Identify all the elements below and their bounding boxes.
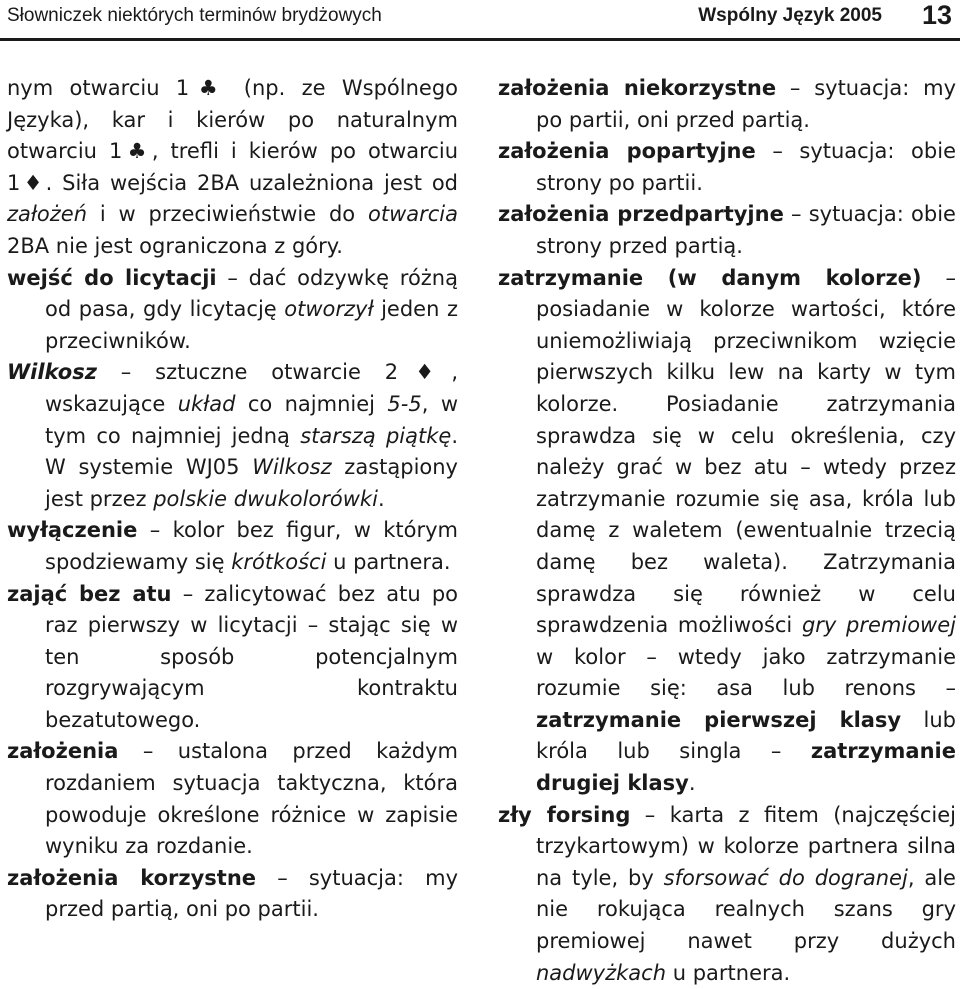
page-number: 13 xyxy=(921,0,952,30)
running-title: Słowniczek niektórych terminów brydżowych xyxy=(7,5,382,26)
entry-wylaczenie: wyłączenie – kolor bez figur, w którym spodziewamy się krótkości u partnera. xyxy=(7,518,458,574)
entry-zalozenia-popartyjne: założenia popartyjne – sytuacja: obie strony po partii. xyxy=(498,139,956,195)
entry-zalozenia-niekorzystne: założenia niekorzystne – sytuacja: my po partii, oni przed partią. xyxy=(498,76,957,132)
entry-zajac-bez-atu: zająć bez atu – zalicytować bez atu po raz pierwszy w licytacji – stając się w ten sposób potencjalnym rozgrywającym kontraktu bezatutowego. xyxy=(7,581,458,732)
right-column xyxy=(498,73,956,989)
diamond-icon: ♦ xyxy=(398,360,452,385)
entry-zly-forsing: zły forsing – karta z fitem (najczęściej trzykartowym) w kolorze partnera silna na tyle, by sforsować do dogranej, ale nie rokująca realnych szans gry premiowej nawet przy dużych nadwyżkach u partnera. xyxy=(498,802,957,985)
entry-term: wyłączenie xyxy=(7,518,138,543)
club-icon: ♣ xyxy=(189,76,228,100)
entry-term: zająć bez atu xyxy=(7,581,172,606)
entry-wilkosz: Wilkosz – sztuczne otwarcie 2♦, wskazujące układ co najmniej 5-5, w tym co najmniej jedną starszą piątkę. W systemie WJ05 Wilkosz zastąpiony jest przez polskie dwukolorówki. xyxy=(7,360,458,511)
entry-zatrzymanie: zatrzymanie (w danym kolorze) – posiadanie w kolorze wartości, które uniemożliwiają przeciwnikom wzięcie pierwszych kilku lew na karty w tym kolorze. Posiadanie zatrzymania sprawdza się w celu określenia, czy należy grać w bez atu – wtedy przez zatrzymanie rozumie się asa, króla lub damę z waletem (ewentualnie trzecią damę bez waleta). Zatrzymania sprawdza się również w celu sprawdzenia możliwości gry premiowej w kolor – wtedy jako zatrzymanie rozumie się: asa lub renons – zatrzymanie pierwszej klasy lub króla lub singla – zatrzymanie drugiej klasy. xyxy=(498,265,956,796)
entry-zalozenia-korzystne: założenia korzystne – sytuacja: my przed partią, oni po partii. xyxy=(7,865,458,922)
journal-title: Wspólny Język 2005 xyxy=(698,5,882,26)
entry-term: założenia xyxy=(7,739,119,764)
entry-zalozenia-przedpartyjne: założenia przedpartyjne – sytuacja: obie strony przed partią. xyxy=(498,202,956,258)
entry-term: założenia korzystne xyxy=(7,865,257,890)
left-column xyxy=(7,73,458,926)
entry-term: założenia popartyjne xyxy=(498,139,756,164)
entry-term: zły forsing xyxy=(498,802,631,827)
entry-term: założenia przedpartyjne xyxy=(498,202,784,227)
entry-term: wejść do licytacji xyxy=(7,265,217,290)
diamond-icon: ♦ xyxy=(20,170,46,195)
club-icon: ♣ xyxy=(122,139,152,164)
entry-zalozenia: założenia – ustalona przed każdym rozdaniem sytuacja taktyczna, która powoduje określone różnice w zapisie wyniku za rozdanie. xyxy=(7,739,458,859)
entry-term: założenia niekorzystne xyxy=(498,76,777,100)
header-rule xyxy=(0,38,960,41)
entry-term: zatrzymanie (w danym kolorze) xyxy=(498,265,922,290)
entry-term: Wilkosz xyxy=(7,360,97,385)
page-header xyxy=(0,0,960,38)
entry-continuation: nym otwarciu 1♣ (np. ze Wspólnego Języka), kar i kierów po naturalnym otwarciu 1♣, trefli i kierów po otwarciu 1♦. Siła wejścia 2BA uzależniona jest od założeń i w przeciwieństwie do otwarcia 2BA nie jest ograniczona z góry. xyxy=(7,76,459,258)
entry-wejsc-do-licytacji: wejść do licytacji – dać odzywkę różną od pasa, gdy licytację otworzył jeden z przeciwników. xyxy=(7,265,458,353)
